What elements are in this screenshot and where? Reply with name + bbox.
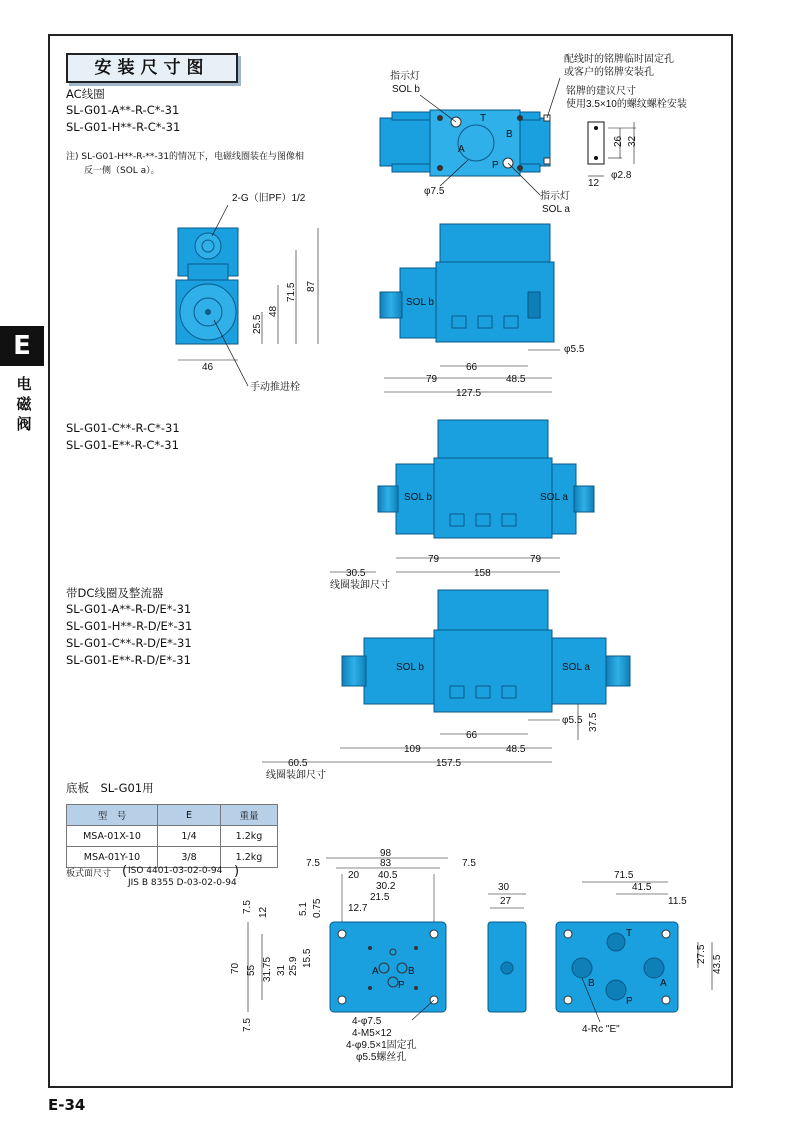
base-plate-bottom (556, 922, 678, 1012)
bp-dim-31: 31 (276, 964, 287, 976)
dim-26: 26 (613, 135, 624, 147)
bottom-port-p: P (626, 996, 633, 1007)
ce-model-1: SL-G01-C**-R-C*-31 (66, 421, 180, 435)
bp-dim-30-2: 30.2 (376, 881, 396, 892)
callout-rc: 4-Rc "E" (582, 1024, 620, 1035)
callout-nameplate-1: 配线时的铭牌临时固定孔 (564, 54, 674, 65)
bp-dim-7-5-d: 7.5 (242, 1018, 253, 1032)
bp-dim-25-9: 25.9 (288, 956, 299, 976)
dc-model-3: SL-G01-C**-R-D/E*-31 (66, 636, 192, 650)
bp-dim-21-5: 21.5 (370, 892, 390, 903)
dim-127-5: 127.5 (456, 388, 482, 399)
plate-std-paren-close: ) (234, 864, 240, 879)
bottom-port-b: B (588, 978, 595, 989)
base-plate-top (330, 922, 446, 1012)
dim-79-c: 79 (530, 554, 542, 565)
bottom-port-t: T (626, 928, 633, 939)
ac-model-2: SL-G01-H**-R-C*-31 (66, 120, 181, 134)
dim-30-5: 30.5 (346, 568, 366, 579)
plate-std-1: ISO 4401-03-02-0-94 (128, 866, 223, 876)
table-header: E (158, 805, 221, 826)
table-cell: 1.2kg (221, 826, 278, 847)
table-cell: 1.2kg (221, 847, 278, 868)
plate-port-p: P (398, 980, 405, 991)
bp-dim-71-5: 71.5 (614, 870, 634, 881)
dc-model-1: SL-G01-A**-R-D/E*-31 (66, 602, 192, 616)
ac-note-1: 注) SL-G01-H**-R-**-31的情况下，电磁线圈装在与图像相 (66, 152, 305, 162)
bp-dim-43-5: 43.5 (712, 954, 723, 974)
callout-phi55-1: φ5.5 (564, 344, 585, 355)
front1-solb-label: SOL b (406, 297, 434, 308)
dim-157-5: 157.5 (436, 758, 462, 769)
bp-dim-12-7: 12.7 (348, 903, 368, 914)
callout-manual-pin: 手动推进栓 (250, 382, 300, 393)
port-a-top: A (458, 144, 465, 155)
section-tab: E (0, 326, 44, 366)
bp-dim-11-5: 11.5 (668, 896, 687, 907)
bp-dim-7-5-b: 7.5 (462, 858, 476, 869)
table-cell: 1/4 (158, 826, 221, 847)
callout-sol-b: SOL b (392, 84, 420, 95)
valve-front-view-3 (342, 590, 630, 712)
section-label: 电磁阀 (16, 375, 32, 433)
dim-46: 46 (202, 362, 214, 373)
dim-37-5: 37.5 (588, 712, 599, 732)
dim-32: 32 (627, 135, 638, 147)
callout-coil-removal-1: 线圈装卸尺寸 (330, 580, 390, 591)
front2-solb-label: SOL b (404, 492, 432, 503)
dim-48: 48 (268, 305, 279, 317)
port-b-top: B (506, 129, 513, 140)
bp-dim-15-5: 15.5 (302, 948, 313, 968)
bp-dim-98: 98 (380, 848, 392, 859)
base-plate-side (488, 922, 526, 1012)
table-header: 重量 (221, 805, 278, 826)
callout-sol-a: SOL a (542, 204, 570, 215)
bp-dim-83: 83 (380, 858, 392, 869)
callout-phi55-2: φ5.5 (562, 715, 583, 726)
front3-sola-label: SOL a (562, 662, 590, 673)
bp-dim-12: 12 (258, 906, 269, 918)
callout-nameplate-3: 铭牌的建议尺寸 (566, 86, 636, 97)
valve-front-view-1 (380, 224, 554, 342)
dim-158: 158 (474, 568, 491, 579)
callout-phi28: φ2.8 (611, 170, 632, 181)
valve-front-view-2 (378, 420, 594, 538)
callout-holes-3: 4-φ9.5×1固定孔 (346, 1040, 417, 1051)
callout-nameplate-4: 使用3.5×10的螺纹螺栓安装 (566, 99, 687, 110)
valve-side-view (176, 228, 238, 344)
bp-dim-40-5: 40.5 (378, 870, 398, 881)
dim-12: 12 (588, 178, 600, 189)
bp-dim-5-1: 5.1 (298, 902, 309, 916)
callout-holes-1: 4-φ7.5 (352, 1016, 382, 1027)
bp-dim-30: 30 (498, 882, 510, 893)
callout-nameplate-2: 或客户的铭牌安装孔 (564, 67, 654, 78)
callout-port-g: 2-G（旧PF）1/2 (232, 193, 306, 204)
dim-79-a: 79 (426, 374, 438, 385)
bp-dim-27-5: 27.5 (696, 944, 707, 964)
callout-phi75: φ7.5 (424, 186, 445, 197)
bp-dim-27: 27 (500, 896, 512, 907)
bp-dim-20: 20 (348, 870, 360, 881)
callout-indicator-b: 指示灯 (390, 71, 420, 82)
dc-model-2: SL-G01-H**-R-D/E*-31 (66, 619, 193, 633)
bp-dim-70: 70 (230, 962, 241, 974)
page-title: 安装尺寸图 (66, 53, 238, 83)
front2-sola-label: SOL a (540, 492, 568, 503)
dim-109: 109 (404, 744, 421, 755)
plate-std-paren-open: ( (122, 864, 128, 879)
dim-71-5: 71.5 (286, 282, 297, 302)
table-cell: 3/8 (158, 847, 221, 868)
ac-coil-heading: AC线圈 (66, 87, 105, 101)
dim-66-b: 66 (466, 730, 478, 741)
dim-87: 87 (306, 280, 317, 292)
valve-top-view (380, 110, 550, 176)
plate-port-b: B (408, 966, 415, 977)
plate-std-label: 板式面尺寸 (66, 869, 112, 879)
port-t-top: T (480, 113, 487, 124)
dim-79-b: 79 (428, 554, 440, 565)
port-p-top: P (492, 160, 499, 171)
ac-note-2: 反一侧（SOL a）。 (84, 166, 160, 176)
table-cell: MSA-01Y-10 (67, 847, 158, 868)
ce-model-2: SL-G01-E**-R-C*-31 (66, 438, 179, 452)
bottom-port-a: A (660, 978, 667, 989)
table-cell: MSA-01X-10 (67, 826, 158, 847)
callout-indicator-a: 指示灯 (540, 191, 570, 202)
bp-dim-0-75: 0.75 (312, 898, 323, 918)
bp-dim-7-5-c: 7.5 (242, 900, 253, 914)
dim-66-a: 66 (466, 362, 478, 373)
dim-60-5: 60.5 (288, 758, 308, 769)
bp-dim-7-5-a: 7.5 (306, 858, 320, 869)
nameplate-sketch (588, 122, 636, 176)
bp-dim-55: 55 (246, 964, 257, 976)
ac-model-1: SL-G01-A**-R-C*-31 (66, 103, 180, 117)
bp-dim-31-75: 31.75 (262, 956, 273, 982)
front3-solb-label: SOL b (396, 662, 424, 673)
base-plate-heading: 底板 SL-G01用 (66, 781, 154, 795)
table-header: 型 号 (67, 805, 158, 826)
dc-model-4: SL-G01-E**-R-D/E*-31 (66, 653, 191, 667)
dc-heading: 带DC线圈及整流器 (66, 586, 164, 600)
callout-coil-removal-2: 线圈装卸尺寸 (266, 770, 326, 781)
dim-48-5-b: 48.5 (506, 744, 526, 755)
callout-holes-2: 4-M5×12 (352, 1028, 392, 1039)
dim-48-5-a: 48.5 (506, 374, 526, 385)
dim-25-5: 25.5 (252, 314, 263, 334)
plate-std-2: JIS B 8355 D-03-02-0-94 (128, 878, 237, 888)
bp-dim-41-5: 41.5 (632, 882, 652, 893)
page-number: E-34 (48, 1096, 86, 1114)
callout-holes-4: φ5.5螺丝孔 (356, 1052, 407, 1063)
plate-port-a: A (372, 966, 379, 977)
